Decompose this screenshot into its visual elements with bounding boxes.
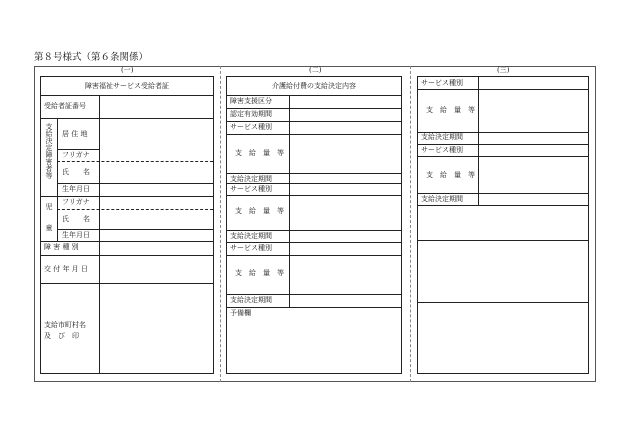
child-group-label: 児 童 [45,203,53,231]
form-title: 第８号様式（第６条関係） [34,52,149,63]
col3-period-label-1: 支給決定期間 [421,133,463,141]
remarks-label: 予備欄 [230,309,251,317]
municipality-label-1: 支給市町村名 [44,321,86,329]
col3-period-label-2: 支給決定期間 [421,195,463,203]
col1-header: 障害福祉サービス受給者証 [85,82,169,90]
child-furigana-label: フリガナ [62,198,90,206]
disability-type-label: 障 害 種 別 [44,243,79,251]
period-label-1: 支給決定期間 [230,175,272,183]
furigana-label: フリガナ [62,151,90,159]
col2-number: (二) [309,66,322,74]
cert-period-label: 認定有効期間 [230,110,272,118]
col3-amount-label-2: 支 給 量 等 [426,171,475,179]
col2-header: 介護給付費の支給決定内容 [272,82,356,90]
category-label: 障害支援区分 [230,97,272,105]
issue-date-label: 交 付 年 月 日 [44,265,88,273]
col3-amount-label-1: 支 給 量 等 [426,106,475,114]
address-label: 居 住 地 [62,130,88,138]
service-label-1: サービス種別 [230,123,272,131]
col1-number: (一) [121,66,134,74]
period-label-3: 支給決定期間 [230,296,272,304]
amount-label-1: 支 給 量 等 [235,149,284,157]
fold-line-2 [410,66,411,382]
service-label-2: サービス種別 [230,185,272,193]
child-dob-label: 生年月日 [62,231,90,239]
child-name-label: 氏 名 [62,215,90,223]
col1-table [40,76,214,374]
col3-table [417,76,589,374]
recipient-no-label: 受給者証番号 [44,102,86,110]
municipality-label-2: 及 び 印 [44,332,79,340]
col3-service-label-2: サービス種別 [421,146,463,154]
amount-label-3: 支 給 量 等 [235,269,284,277]
amount-label-2: 支 給 量 等 [235,207,284,215]
service-label-3: サービス種別 [230,244,272,252]
period-label-2: 支給決定期間 [230,232,272,240]
name-label: 氏 名 [62,168,90,176]
col2-table [226,76,402,374]
applicant-group-label: 支給決定障害者等 [45,123,53,179]
fold-line-1 [220,66,221,382]
col3-number: (三) [497,66,510,74]
dob-label: 生年月日 [62,185,90,193]
col3-service-label-1: サービス種別 [421,79,463,87]
